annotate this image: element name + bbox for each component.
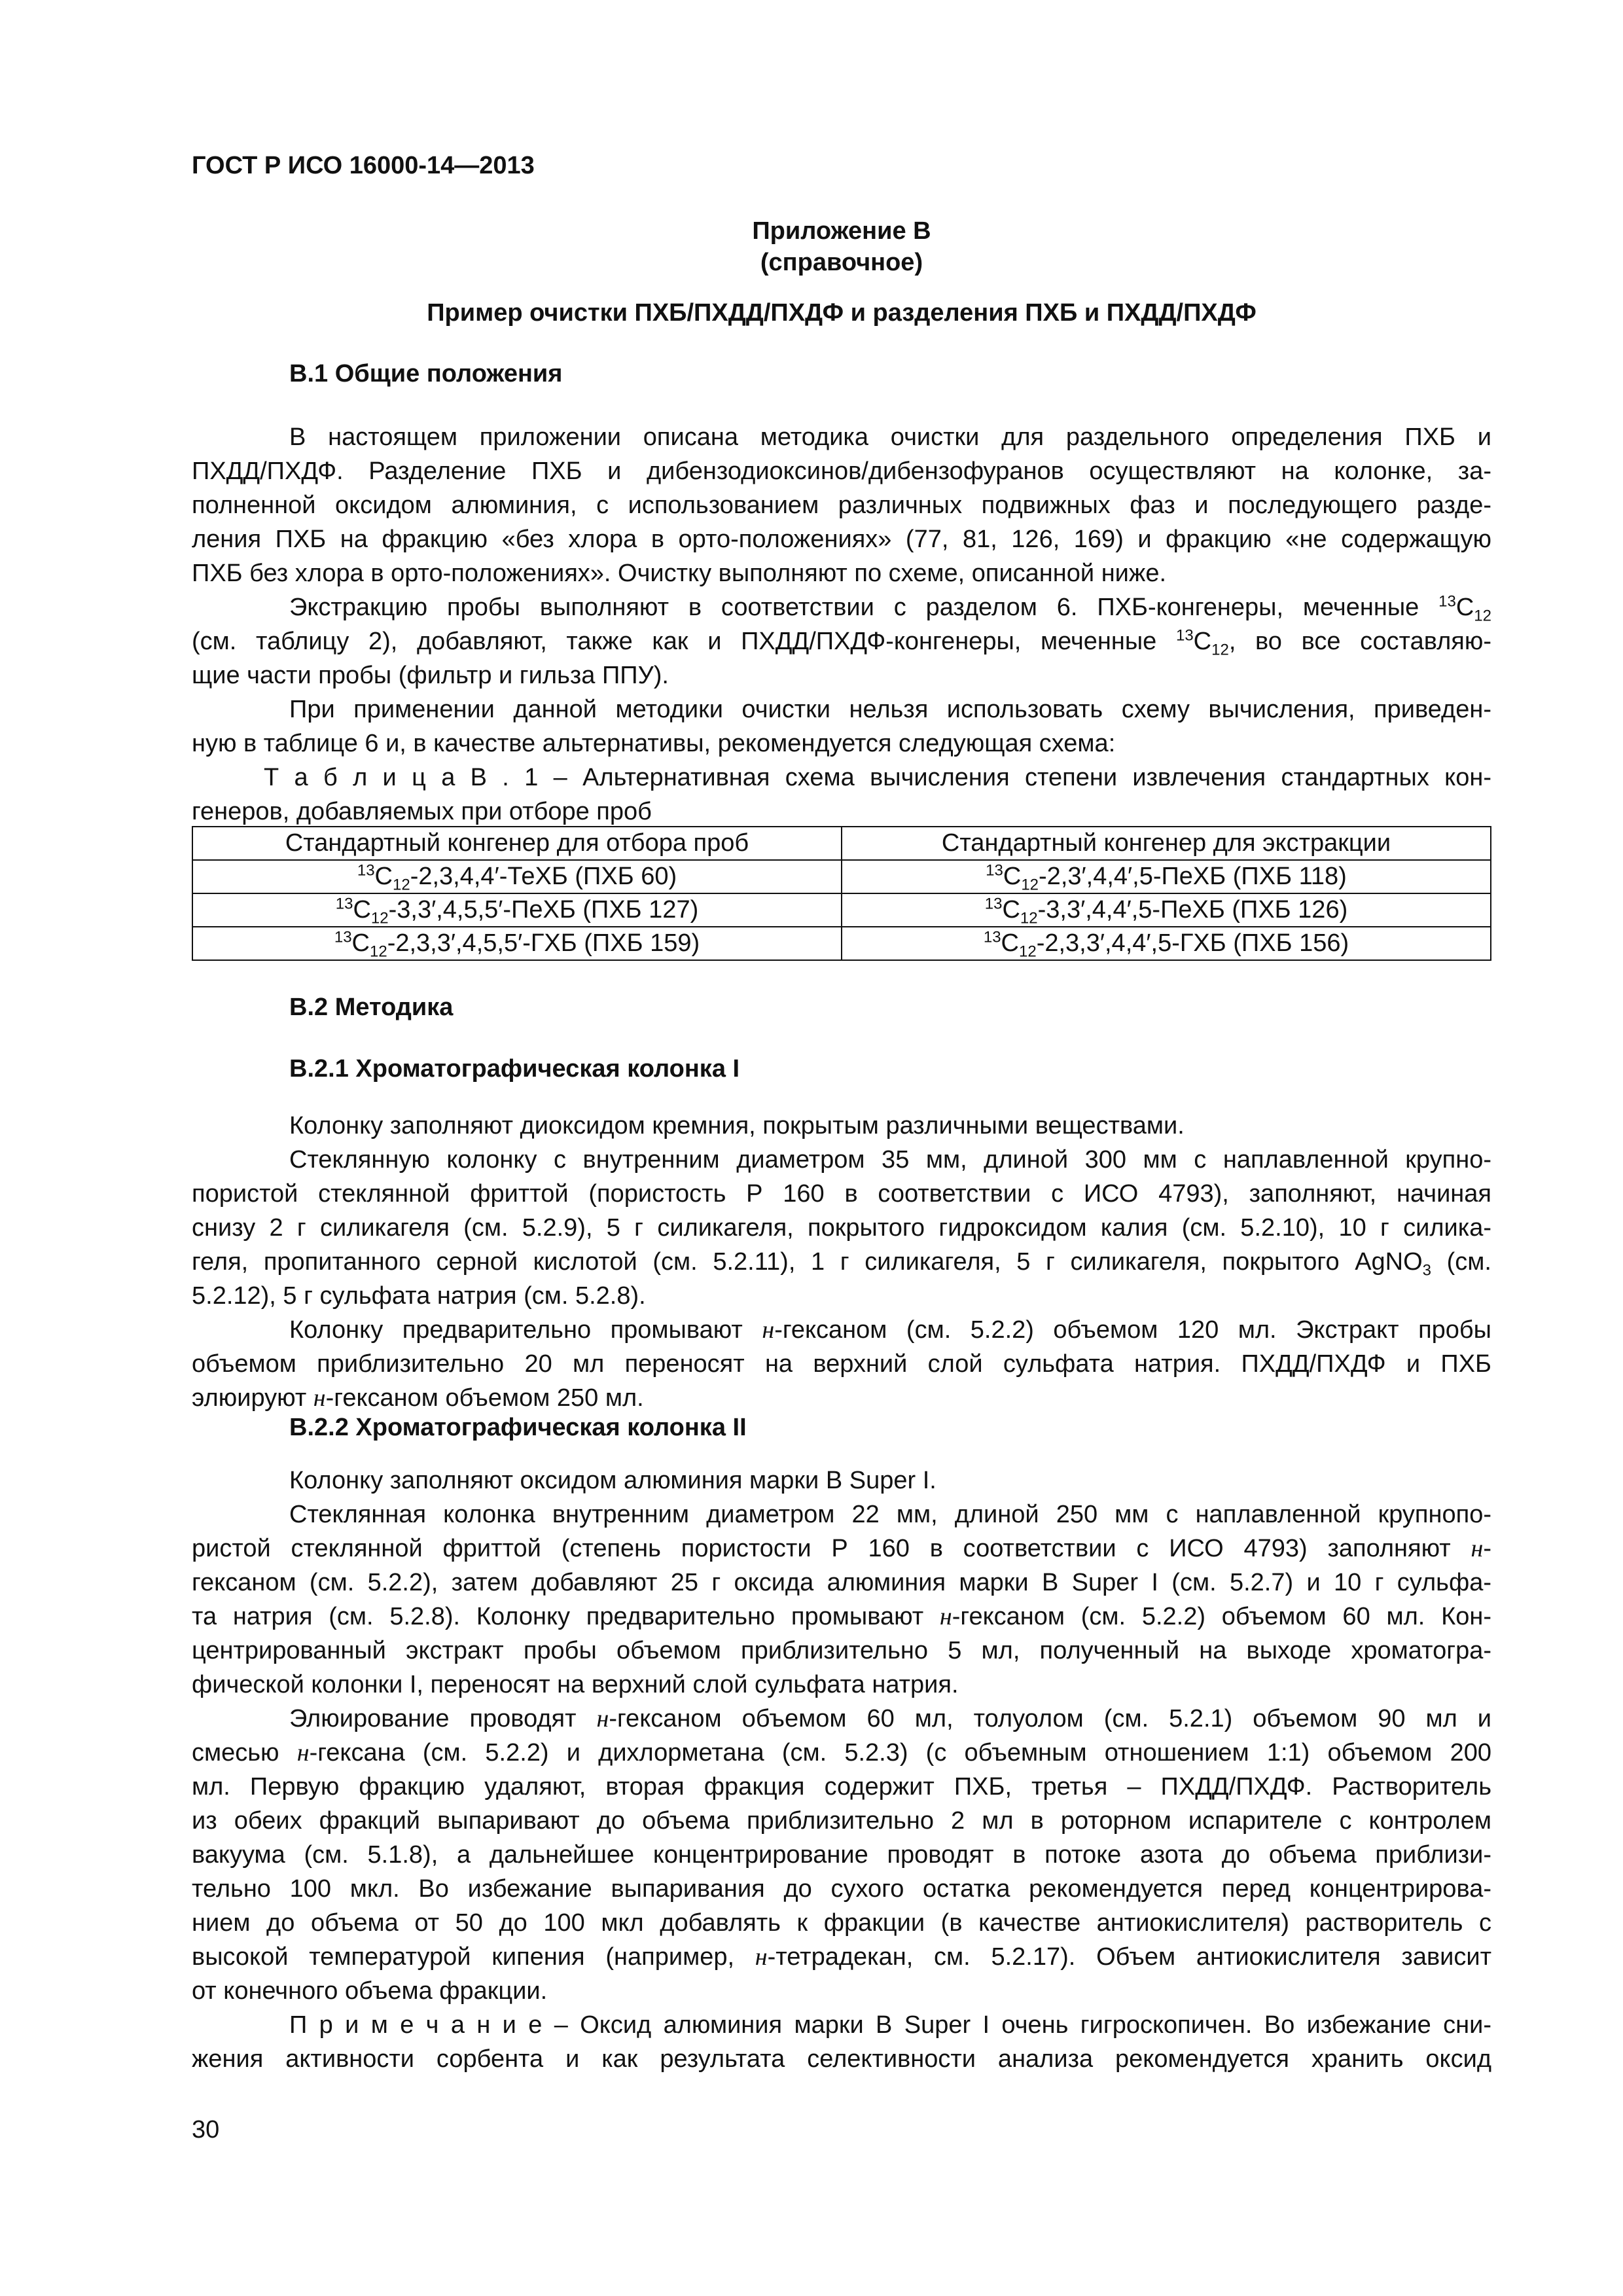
table-cell: $^{13}C_{12}-2,3,3',4,4',5$-ГХБ (ПХБ 156) <box>842 927 1491 960</box>
b22-p3-line: от конечного объема фракции. <box>192 1977 548 2005</box>
b1-p1-line: ПХДД/ПХДФ. Разделение ПХБ и дибензодиоксинов/дибензофуранов осуществляют на колонке, за- <box>192 457 1491 485</box>
table-cell: $^{13}C_{12}-2,3',4,4',5$-ПеХБ (ПХБ 118) <box>842 860 1491 893</box>
b1-p2-line: (см. таблицу 2), добавляют, также как и ПХДД/ПХДФ-конгенеры, меченные $^{13}C_{12}$, во все составляю- <box>192 626 1492 659</box>
b21-p2-line: снизу 2 г силикагеля (см. 5.2.9), 5 г силикагеля, покрытого гидроксидом калия (см. 5.2.10), 10 г силика- <box>192 1214 1491 1242</box>
annex-title: Приложение В <box>752 217 931 245</box>
b22-p3-line: мл. Первую фракцию удаляют, вторая фракция содержит ПХБ, третья – ПХДД/ПХДФ. Растворитель <box>192 1773 1491 1801</box>
b22-p2-line: та натрия (см. 5.2.8). Колонку предварительно промывают н-гексаном (см. 5.2.2) объемом 60 мл. Кон- <box>192 1603 1491 1630</box>
b1-p1-line: ПХБ без хлора в орто-положениях». Очистку выполняют по схеме, описанной ниже. <box>192 560 1167 587</box>
section-b2-title: В.2 Методика <box>289 994 454 1021</box>
b21-p3-line: Колонку предварительно промывают н-гексаном (см. 5.2.2) объемом 120 мл. Экстракт пробы <box>289 1316 1491 1344</box>
section-b22-title: В.2.2 Хроматографическая колонка II <box>289 1414 747 1441</box>
table-row <box>192 927 1491 960</box>
table-b1 <box>192 826 1491 961</box>
annex-kind: (справочное) <box>760 249 923 276</box>
b1-p1-line: полненной оксидом алюминия, с использованием различных подвижных фаз и последующего разде- <box>192 492 1491 519</box>
b22-p1: Колонку заполняют оксидом алюминия марки В Super I. <box>289 1467 936 1494</box>
note-label: П р и м е ч а н и е <box>289 2011 543 2039</box>
table-row <box>192 860 1491 893</box>
b1-p1-line: ления ПХБ на фракцию «без хлора в орто-положениях» (77, 81, 126, 169) и фракцию «не содержащую <box>192 526 1491 553</box>
b22-p3-line: высокой температурой кипения (например, н-тетрадекан, см. 5.2.17). Объем антиокислителя зависит <box>192 1943 1492 1971</box>
b22-p3-line: нием до объема от 50 до 100 мкл добавлять к фракции (в качестве антиокислителя) растворитель с <box>192 1909 1491 1937</box>
b22-p2-line: ристой стеклянной фриттой (степень пористости Р 160 в соответствии с ИСО 4793) заполняют н- <box>192 1535 1491 1562</box>
section-b21-body <box>192 1109 1491 1415</box>
b22-p3-line: вакуума (см. 5.1.8), а дальнейшее концентрирование проводят в потоке азота до объема приблизи- <box>192 1841 1491 1869</box>
b1-p1-line: В настоящем приложении описана методика очистки для раздельного определения ПХБ и <box>289 423 1491 451</box>
b1-p3-line: При применении данной методики очистки нельзя использовать схему вычисления, приведен- <box>289 696 1491 723</box>
b21-p3-line: объемом приблизительно 20 мл переносят на верхний слой сульфата натрия. ПХДД/ПХДФ и ПХБ <box>192 1350 1491 1378</box>
table-row <box>192 893 1491 927</box>
b22-p2-line: гексаном (см. 5.2.2), затем добавляют 25 г оксида алюминия марки В Super I (см. 5.2.7) и 10 г сульфа- <box>192 1569 1491 1596</box>
b21-p2-line: геля, пропитанного серной кислотой (см. 5.2.11), 1 г силикагеля, 5 г силикагеля, покрытого AgNO$_3$ (см. <box>192 1248 1491 1280</box>
b21-p3-line: элюируют н-гексаном объемом 250 мл. <box>192 1384 644 1412</box>
table-cell: $^{13}C_{12}-3,3',4,5,5'$-ПеХБ (ПХБ 127) <box>192 893 842 927</box>
b22-p3-line: из обеих фракций выпаривают до объема приблизительно 2 мл в роторном испарителе с контролем <box>192 1807 1491 1835</box>
b21-p1: Колонку заполняют диоксидом кремния, покрытым различными веществами. <box>289 1112 1185 1139</box>
table-caption-text: – Альтернативная схема вычисления степени извлечения стандартных кон- <box>538 764 1491 791</box>
b21-p2-line: пористой стеклянной фриттой (пористость Р 160 в соответствии с ИСО 4793), заполняют, начиная <box>192 1180 1491 1208</box>
b22-p2-line: Стеклянная колонка внутренним диаметром 22 мм, длиной 250 мм с наплавленной крупнопо- <box>289 1501 1491 1528</box>
page-number: 30 <box>192 2116 220 2144</box>
table-header-cell: Стандартный конгенер для экстракции <box>842 827 1491 860</box>
table-caption-text: генеров, добавляемых при отборе проб <box>192 798 652 825</box>
b1-p2-line: Экстракцию пробы выполняют в соответствии с разделом 6. ПХБ-конгенеры, меченные $^{13}C_{12}$ <box>289 592 1491 625</box>
table-cell: $^{13}C_{12}-2,3,3',4,5,5'$-ГХБ (ПХБ 159) <box>192 927 842 960</box>
b21-p2-line: 5.2.12), 5 г сульфата натрия (см. 5.2.8). <box>192 1282 646 1310</box>
b22-p3-line: тельно 100 мкл. Во избежание выпаривания до сухого остатка рекомендуется перед концентрирова- <box>192 1875 1491 1903</box>
b1-p3-line: ную в таблице 6 и, в качестве альтернативы, рекомендуется следующая схема: <box>192 730 1116 757</box>
b1-p2-line: щие части пробы (фильтр и гильза ППУ). <box>192 662 669 689</box>
annex-heading: Пример очистки ПХБ/ПХДД/ПХДФ и разделения ПХБ и ПХДД/ПХДФ <box>427 299 1257 327</box>
b22-p2-line: фической колонки I, переносят на верхний слой сульфата натрия. <box>192 1671 959 1698</box>
table-cell: $^{13}C_{12}-3,3',4,4',5$-ПеХБ (ПХБ 126) <box>842 893 1491 927</box>
b22-p3-line: Элюирование проводят н-гексаном объемом 60 мл, толуолом (см. 5.2.1) объемом 90 мл и <box>289 1705 1491 1732</box>
section-b1-body <box>192 420 1491 761</box>
section-b22-body <box>192 1463 1491 2076</box>
table-b1-caption <box>192 761 1491 829</box>
section-b21-title: В.2.1 Хроматографическая колонка I <box>289 1055 740 1083</box>
section-b1-title: В.1 Общие положения <box>289 360 563 387</box>
b22-p3-line: смесью н-гексана (см. 5.2.2) и дихлорметана (см. 5.2.3) (с объемным отношением 1:1) объемом 200 <box>192 1739 1491 1767</box>
note-line: жения активности сорбента и как результата селективности анализа рекомендуется хранить оксид <box>192 2045 1491 2073</box>
table-header-row <box>192 827 1491 860</box>
b21-p2-line: Стеклянную колонку с внутренним диаметром 35 мм, длиной 300 мм с наплавленной крупно- <box>289 1146 1491 1174</box>
b22-p2-line: центрированный экстракт пробы объемом приблизительно 5 мл, полученный на выходе хроматогра- <box>192 1637 1491 1664</box>
document-id: ГОСТ Р ИСО 16000-14—2013 <box>192 152 535 179</box>
table-cell: $^{13}C_{12}-2,3,4,4'$-ТеХБ (ПХБ 60) <box>192 860 842 893</box>
table-label: Т а б л и ц а В . 1 <box>264 764 539 791</box>
table-header-cell: Стандартный конгенер для отбора проб <box>192 827 842 860</box>
note-line: П р и м е ч а н и е – Оксид алюминия марки В Super I очень гигроскопичен. Во избежание сни- <box>289 2011 1492 2039</box>
